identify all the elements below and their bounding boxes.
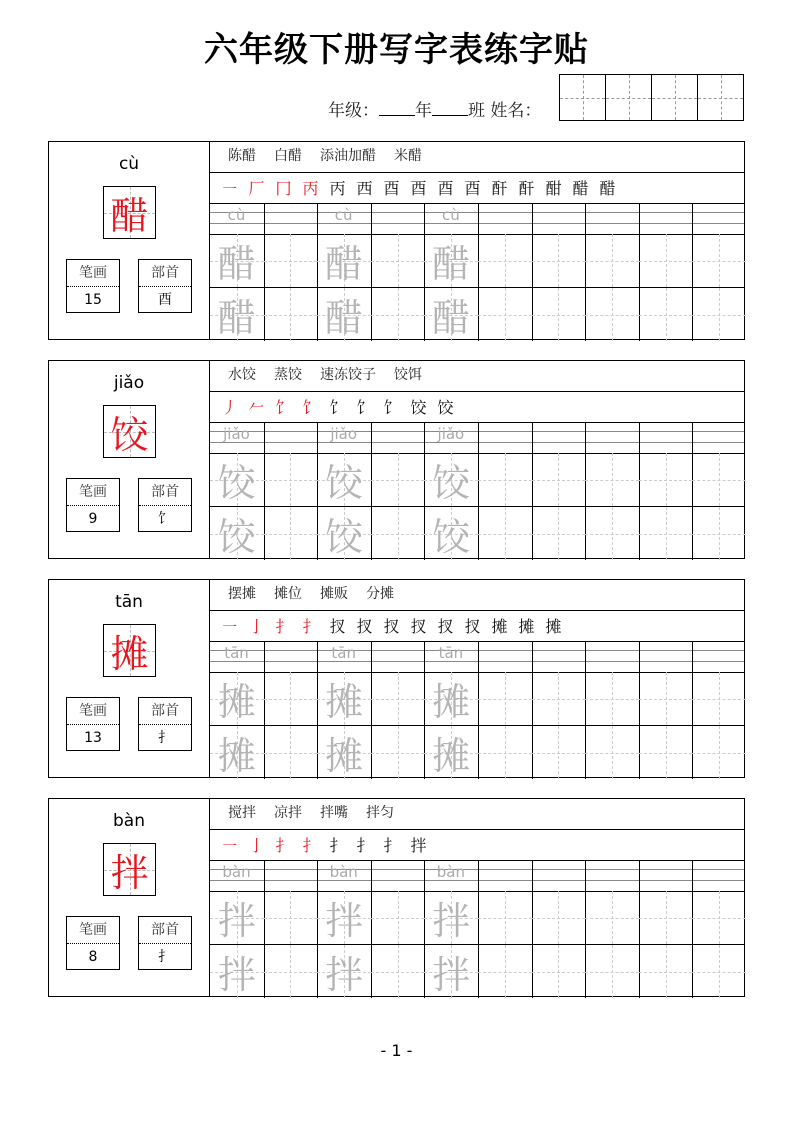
stroke-order-row	[210, 829, 744, 861]
practice-cell[interactable]	[585, 891, 639, 944]
pinyin-trace: jiǎo	[437, 425, 465, 443]
character-trace: 醋	[432, 296, 471, 340]
character-practice-row	[210, 288, 744, 341]
practice-cell[interactable]	[210, 726, 264, 779]
practice-cell[interactable]	[317, 726, 371, 779]
name-box[interactable]	[560, 75, 605, 120]
year-label: 年	[415, 101, 432, 121]
stroke-step: 扌	[356, 836, 373, 855]
stroke-step: 扠	[464, 617, 481, 636]
practice-cell[interactable]	[264, 891, 318, 944]
practice-cell[interactable]	[478, 891, 532, 944]
model-character: 饺	[110, 413, 149, 457]
practice-cell[interactable]	[424, 891, 478, 944]
stroke-count-value: 15	[84, 292, 102, 308]
practice-panel	[210, 799, 744, 996]
pinyin-trace: bàn	[436, 863, 465, 881]
vocabulary-word: 速冻饺子	[320, 367, 376, 383]
vocabulary-word: 拌嘴	[320, 805, 348, 821]
radical-label: 部首	[139, 260, 191, 287]
practice-cell[interactable]	[424, 453, 478, 506]
name-boxes	[559, 74, 744, 121]
pinyin-trace: cù	[442, 206, 460, 224]
practice-cell[interactable]	[692, 945, 746, 998]
stroke-count-label: 笔画	[67, 260, 119, 287]
practice-cell[interactable]	[692, 234, 746, 287]
model-character: 摊	[110, 632, 149, 676]
vocabulary-row	[210, 799, 744, 830]
practice-grid	[210, 641, 744, 777]
stroke-step: ㇐	[221, 179, 238, 198]
page-title: 六年级下册写字表练字贴	[204, 30, 589, 70]
practice-cell[interactable]	[639, 507, 693, 560]
stroke-step: 酉	[383, 179, 400, 198]
practice-cell[interactable]	[264, 507, 318, 560]
stroke-count-box	[66, 478, 120, 532]
practice-cell[interactable]	[424, 945, 478, 998]
stroke-step: 冂	[275, 179, 292, 198]
character-trace: 醋	[217, 296, 256, 340]
character-info-panel	[49, 799, 210, 996]
vocabulary-word: 米醋	[394, 148, 422, 164]
practice-cell[interactable]	[317, 672, 371, 725]
pinyin-practice-row	[210, 422, 744, 454]
stroke-step: 扌	[302, 836, 319, 855]
name-box[interactable]	[697, 75, 743, 120]
practice-cell[interactable]	[532, 507, 586, 560]
radical-value: 酉	[158, 292, 172, 308]
practice-cell[interactable]	[478, 726, 532, 779]
stroke-count-box	[66, 697, 120, 751]
character-practice-row	[210, 234, 744, 288]
radical-label: 部首	[139, 479, 191, 506]
practice-cell[interactable]	[639, 891, 693, 944]
practice-cell[interactable]	[424, 507, 478, 560]
vocabulary-word: 摆摊	[228, 586, 256, 602]
practice-cell[interactable]	[585, 288, 639, 341]
stroke-step: 扠	[356, 617, 373, 636]
stroke-step: 拌	[410, 836, 427, 855]
stroke-step: ㇐	[221, 617, 238, 636]
stroke-step: 厂	[248, 179, 265, 198]
practice-cell[interactable]	[692, 507, 746, 560]
practice-cell[interactable]	[692, 891, 746, 944]
character-trace: 摊	[432, 734, 471, 778]
stroke-step: 丙	[329, 179, 346, 198]
practice-cell[interactable]	[424, 288, 478, 341]
pinyin-trace: tān	[224, 644, 249, 662]
stroke-step: 扌	[302, 617, 319, 636]
stroke-step: 亅	[248, 836, 265, 855]
model-character-box	[103, 843, 156, 896]
practice-cell[interactable]	[478, 234, 532, 287]
practice-panel	[210, 361, 744, 558]
vocabulary-word: 陈醋	[228, 148, 256, 164]
radical-value: 扌	[158, 730, 172, 746]
character-practice-row	[210, 507, 744, 560]
practice-cell[interactable]	[692, 672, 746, 725]
stroke-order-row	[210, 610, 744, 642]
practice-grid	[210, 203, 744, 339]
practice-cell[interactable]	[210, 288, 264, 341]
practice-cell[interactable]	[585, 453, 639, 506]
character-trace: 饺	[324, 461, 363, 505]
class-blank[interactable]	[432, 101, 468, 116]
practice-cell[interactable]	[478, 453, 532, 506]
character-trace: 醋	[217, 242, 256, 286]
practice-cell[interactable]	[424, 726, 478, 779]
practice-cell[interactable]	[264, 288, 318, 341]
practice-cell[interactable]	[532, 726, 586, 779]
vocabulary-row	[210, 142, 744, 173]
character-trace: 摊	[217, 680, 256, 724]
character-block	[48, 579, 745, 778]
stroke-step: 摊	[518, 617, 535, 636]
stroke-step: 酉	[437, 179, 454, 198]
vocabulary-word: 摊位	[274, 586, 302, 602]
practice-cell[interactable]	[478, 672, 532, 725]
character-info-panel	[49, 361, 210, 558]
stroke-step: 扌	[275, 836, 292, 855]
practice-cell[interactable]	[585, 507, 639, 560]
practice-panel	[210, 580, 744, 777]
practice-cell[interactable]	[371, 672, 425, 725]
vocabulary-word: 分摊	[366, 586, 394, 602]
name-box[interactable]	[651, 75, 697, 120]
character-practice-row	[210, 726, 744, 779]
practice-cell[interactable]	[210, 945, 264, 998]
practice-cell[interactable]	[317, 234, 371, 287]
practice-cell[interactable]	[317, 507, 371, 560]
stroke-count-label: 笔画	[67, 917, 119, 944]
name-box[interactable]	[605, 75, 651, 120]
pinyin-trace: bàn	[222, 863, 251, 881]
stroke-step: 扠	[437, 617, 454, 636]
character-trace: 拌	[432, 899, 471, 943]
stroke-step: 饣	[329, 398, 346, 417]
practice-cell[interactable]	[210, 507, 264, 560]
vocabulary-word: 饺饵	[394, 367, 422, 383]
practice-cell[interactable]	[210, 453, 264, 506]
stroke-step: 丿	[221, 398, 238, 417]
character-info-panel	[49, 580, 210, 777]
practice-cell[interactable]	[317, 891, 371, 944]
practice-cell[interactable]	[371, 726, 425, 779]
model-character-box	[103, 186, 156, 239]
practice-cell[interactable]	[585, 234, 639, 287]
practice-cell[interactable]	[317, 945, 371, 998]
practice-cell[interactable]	[264, 453, 318, 506]
stroke-step: 扌	[329, 836, 346, 855]
pinyin-trace: cù	[227, 206, 246, 224]
practice-cell[interactable]	[639, 945, 693, 998]
stroke-step: 酉	[410, 179, 427, 198]
practice-cell[interactable]	[210, 891, 264, 944]
pinyin: cù	[118, 154, 140, 174]
practice-cell[interactable]	[478, 288, 532, 341]
model-character: 醋	[110, 194, 149, 238]
vocabulary-row	[210, 361, 744, 392]
practice-cell[interactable]	[371, 945, 425, 998]
practice-cell[interactable]	[264, 945, 318, 998]
radical-box	[138, 697, 192, 751]
practice-cell[interactable]	[639, 288, 693, 341]
pinyin: tān	[115, 592, 143, 612]
character-trace: 摊	[432, 680, 471, 724]
radical-box	[138, 259, 192, 313]
practice-cell[interactable]	[264, 672, 318, 725]
pinyin-trace: tān	[331, 644, 356, 662]
practice-panel	[210, 142, 744, 339]
practice-cell[interactable]	[692, 288, 746, 341]
practice-grid	[210, 860, 744, 996]
character-trace: 饺	[432, 515, 471, 559]
practice-cell[interactable]	[210, 672, 264, 725]
stroke-step: 饣	[356, 398, 373, 417]
practice-cell[interactable]	[371, 453, 425, 506]
vocabulary-word: 摊贩	[320, 586, 348, 602]
character-practice-row	[210, 945, 744, 998]
stroke-step: 饣	[302, 398, 319, 417]
practice-cell[interactable]	[371, 234, 425, 287]
vocabulary-word: 蒸饺	[274, 367, 302, 383]
character-block	[48, 360, 745, 559]
pinyin-trace: tān	[438, 644, 464, 662]
stroke-step: 饣	[383, 398, 400, 417]
practice-cell[interactable]	[585, 672, 639, 725]
character-practice-row	[210, 891, 744, 945]
character-trace: 饺	[432, 461, 471, 505]
practice-cell[interactable]	[317, 453, 371, 506]
class-name-label: 班 姓名：	[468, 101, 542, 121]
vocabulary-row	[210, 580, 744, 611]
radical-value: 扌	[158, 949, 172, 965]
vocabulary-word: 搅拌	[228, 805, 256, 821]
practice-cell[interactable]	[424, 672, 478, 725]
stroke-step: 摊	[545, 617, 562, 636]
character-trace: 拌	[324, 953, 363, 997]
pinyin-practice-row	[210, 860, 744, 892]
stroke-step: 酐	[518, 179, 535, 198]
practice-cell[interactable]	[639, 726, 693, 779]
practice-cell[interactable]	[585, 945, 639, 998]
practice-cell[interactable]	[478, 945, 532, 998]
practice-cell[interactable]	[532, 288, 586, 341]
stroke-step: 𠂉	[248, 398, 265, 417]
practice-cell[interactable]	[532, 945, 586, 998]
stroke-step: 饺	[437, 398, 454, 417]
practice-cell[interactable]	[532, 234, 586, 287]
character-trace: 饺	[324, 515, 363, 559]
practice-cell[interactable]	[532, 453, 586, 506]
stroke-step: 饣	[275, 398, 292, 417]
vocabulary-word: 水饺	[228, 367, 256, 383]
practice-cell[interactable]	[317, 288, 371, 341]
stroke-step: 扌	[383, 836, 400, 855]
practice-cell[interactable]	[478, 507, 532, 560]
pinyin-trace: bàn	[329, 863, 358, 881]
practice-cell[interactable]	[532, 672, 586, 725]
model-character-box	[103, 405, 156, 458]
character-info-panel	[49, 142, 210, 339]
stroke-step: 饺	[410, 398, 427, 417]
practice-cell[interactable]	[264, 234, 318, 287]
stroke-order-row	[210, 391, 744, 423]
vocabulary-word: 凉拌	[274, 805, 302, 821]
student-info-line	[328, 96, 541, 121]
character-block	[48, 798, 745, 997]
character-practice-row	[210, 453, 744, 507]
vocabulary-word: 添油加醋	[320, 148, 376, 164]
character-trace: 拌	[432, 953, 471, 997]
stroke-step: 扌	[275, 617, 292, 636]
stroke-step: 扠	[410, 617, 427, 636]
practice-cell[interactable]	[639, 672, 693, 725]
practice-cell[interactable]	[692, 726, 746, 779]
practice-cell[interactable]	[639, 453, 693, 506]
character-trace: 饺	[217, 461, 256, 505]
character-trace: 醋	[324, 296, 363, 340]
practice-cell[interactable]	[210, 234, 264, 287]
character-trace: 摊	[217, 734, 256, 778]
stroke-count-label: 笔画	[67, 479, 119, 506]
stroke-step: ㇐	[221, 836, 238, 855]
stroke-count-value: 8	[88, 949, 98, 965]
pinyin: jiǎo	[113, 373, 145, 393]
practice-cell[interactable]	[371, 507, 425, 560]
character-trace: 摊	[324, 734, 363, 778]
stroke-count-value: 9	[88, 511, 98, 527]
practice-grid	[210, 422, 744, 558]
vocabulary-word: 白醋	[274, 148, 302, 164]
stroke-count-value: 13	[84, 730, 102, 746]
stroke-step: 扠	[383, 617, 400, 636]
stroke-step: 酣	[545, 179, 562, 198]
stroke-step: 丙	[302, 179, 319, 198]
radical-box	[138, 916, 192, 970]
stroke-step: 西	[356, 179, 373, 198]
stroke-count-label: 笔画	[67, 698, 119, 725]
pinyin: bàn	[113, 811, 145, 831]
practice-cell[interactable]	[424, 234, 478, 287]
stroke-step: 亅	[248, 617, 265, 636]
practice-cell[interactable]	[692, 453, 746, 506]
practice-cell[interactable]	[264, 726, 318, 779]
pinyin-practice-row	[210, 203, 744, 235]
page-number: - 1 -	[380, 1041, 413, 1060]
stroke-count-box	[66, 916, 120, 970]
radical-value: 饣	[158, 511, 172, 527]
radical-label: 部首	[139, 917, 191, 944]
grade-blank[interactable]	[379, 101, 415, 116]
radical-box	[138, 478, 192, 532]
stroke-step: 扠	[329, 617, 346, 636]
stroke-step: 醋	[572, 179, 589, 198]
grade-label: 年级：	[328, 101, 379, 121]
model-character-box	[103, 624, 156, 677]
practice-cell[interactable]	[639, 234, 693, 287]
pinyin-trace: jiǎo	[223, 425, 250, 443]
stroke-step: 酉	[464, 179, 481, 198]
pinyin-practice-row	[210, 641, 744, 673]
character-trace: 饺	[217, 515, 256, 559]
practice-cell[interactable]	[371, 891, 425, 944]
practice-cell[interactable]	[532, 891, 586, 944]
character-practice-row	[210, 672, 744, 726]
character-trace: 拌	[217, 899, 256, 943]
character-trace: 醋	[324, 242, 363, 286]
stroke-step: 酐	[491, 179, 508, 198]
practice-cell[interactable]	[371, 288, 425, 341]
vocabulary-word: 拌匀	[366, 805, 394, 821]
character-trace: 拌	[217, 953, 256, 997]
character-trace: 拌	[324, 899, 363, 943]
stroke-count-box	[66, 259, 120, 313]
practice-cell[interactable]	[585, 726, 639, 779]
character-trace: 摊	[324, 680, 363, 724]
pinyin-trace: jiǎo	[330, 425, 358, 443]
stroke-step: 摊	[491, 617, 508, 636]
character-trace: 醋	[432, 242, 471, 286]
stroke-order-row	[210, 172, 744, 204]
stroke-step: 醋	[599, 179, 616, 198]
character-block	[48, 141, 745, 340]
model-character: 拌	[110, 851, 149, 895]
pinyin-trace: cù	[334, 206, 353, 224]
radical-label: 部首	[139, 698, 191, 725]
